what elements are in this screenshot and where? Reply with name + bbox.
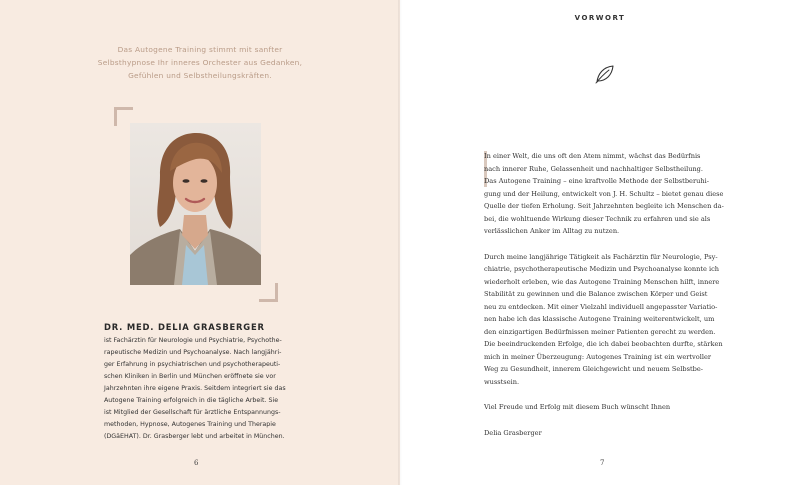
text-line: wusstsein.: [484, 377, 520, 386]
text-line: Das Autogene Training – eine kraftvolle Methode der Selbstberuhi-: [484, 177, 709, 185]
paragraph: [484, 251, 744, 389]
author-bio: [104, 335, 294, 443]
paragraph: [484, 150, 744, 238]
page-number-left: 6: [194, 459, 199, 467]
page-gutter: [398, 0, 402, 485]
bio-line: (DGäEHAT). Dr. Grasberger lebt und arbeitet in München.: [104, 433, 285, 440]
text-line: Quelle der tiefen Erholung. Seit Jahrzehnten begleite ich Menschen da-: [484, 202, 724, 210]
author-name: DR. MED. DELIA GRASBERGER: [104, 322, 265, 332]
text-line: nach innerer Ruhe, Gelassenheit und nachhaltiger Selbstheilung.: [484, 164, 704, 173]
text-line: Durch meine langjährige Tätigkeit als Fachärztin für Neurologie, Psy-: [484, 252, 718, 261]
text-line: nen habe ich das klassische Autogene Training weiterentwickelt, um: [484, 315, 715, 323]
text-line: chiatrie, psychotherapeutische Medizin und Psychoanalyse konnte ich: [484, 265, 720, 273]
text-line: Weg zu Gesundheit, innerem Gleichgewicht und neuem Selbstbe-: [484, 365, 704, 373]
signature: [484, 427, 744, 440]
bio-line: methoden, Hypnose, Autogenes Training und Therapie: [104, 421, 276, 428]
intro-quote: Das Autogene Training stimmt mit sanfter Selbsthypnose Ihr inneres Orchester aus Gedanken, Gefühlen und Selbstheilungskräften.: [97, 45, 303, 80]
foreword-text: [484, 150, 744, 452]
text-line: Viel Freude und Erfolg mit diesem Buch wünscht Ihnen: [484, 403, 671, 411]
bio-line: rapeutische Medizin und Psychoanalyse. Nach langjähri-: [104, 349, 282, 356]
bio-line: schen Kliniken in Berlin und München eröffnete sie vor: [104, 373, 276, 380]
text-line: mich in meiner Überzeugung: Autogenes Training ist ein wertvoller: [484, 352, 712, 361]
text-line: In einer Welt, die uns oft den Atem nimmt, wächst das Bedürfnis: [484, 152, 701, 160]
bio-line: Autogene Training erfolgreich in die tägliche Arbeit. Sie: [104, 397, 279, 404]
text-line: Die beeindruckenden Erfolge, die ich dabei beobachten durfte, stärken: [484, 340, 723, 348]
bio-line: ger Erfahrung in psychiatrischen und psychotherapeuti-: [104, 361, 281, 368]
text-line: neu zu entdecken. Mit einer Vielzahl individuell angepasster Variatio-: [484, 302, 718, 311]
section-title: VORWORT: [574, 14, 626, 22]
page-number-right: 7: [600, 459, 605, 467]
bio-line: ist Fachärztin für Neurologie und Psychiatrie, Psychothe-: [104, 337, 282, 344]
bio-line: ist Mitglied der Gesellschaft für ärztliche Entspannungs-: [104, 409, 281, 416]
bio-line: Jahrzehnten ihre eigene Praxis. Seitdem integriert sie das: [104, 385, 286, 392]
text-line: den einzigartigen Bedürfnissen meiner Patienten gerecht zu werden.: [484, 327, 716, 336]
closing-line: [484, 401, 744, 414]
text-line: verlässlichen Anker im Alltag zu nutzen.: [484, 227, 620, 235]
text-line: bei, die wohltuende Wirkung dieser Technik zu erfahren und sie als: [484, 214, 711, 223]
text-line: wiederholt erleben, wie das Autogene Training Menschen hilft, innere: [484, 277, 720, 286]
author-portrait: [130, 123, 261, 285]
text-line: gung und der Heilung, entwickelt von J. H. Schultz – bietet genau diese: [484, 189, 724, 198]
text-line: Stabilität zu gewinnen und die Balance zwischen Körper und Geist: [484, 290, 708, 298]
leaf-icon: [592, 62, 616, 86]
frame-corner-bottom-right: [259, 283, 278, 302]
text-line: Delia Grasberger: [484, 428, 542, 437]
